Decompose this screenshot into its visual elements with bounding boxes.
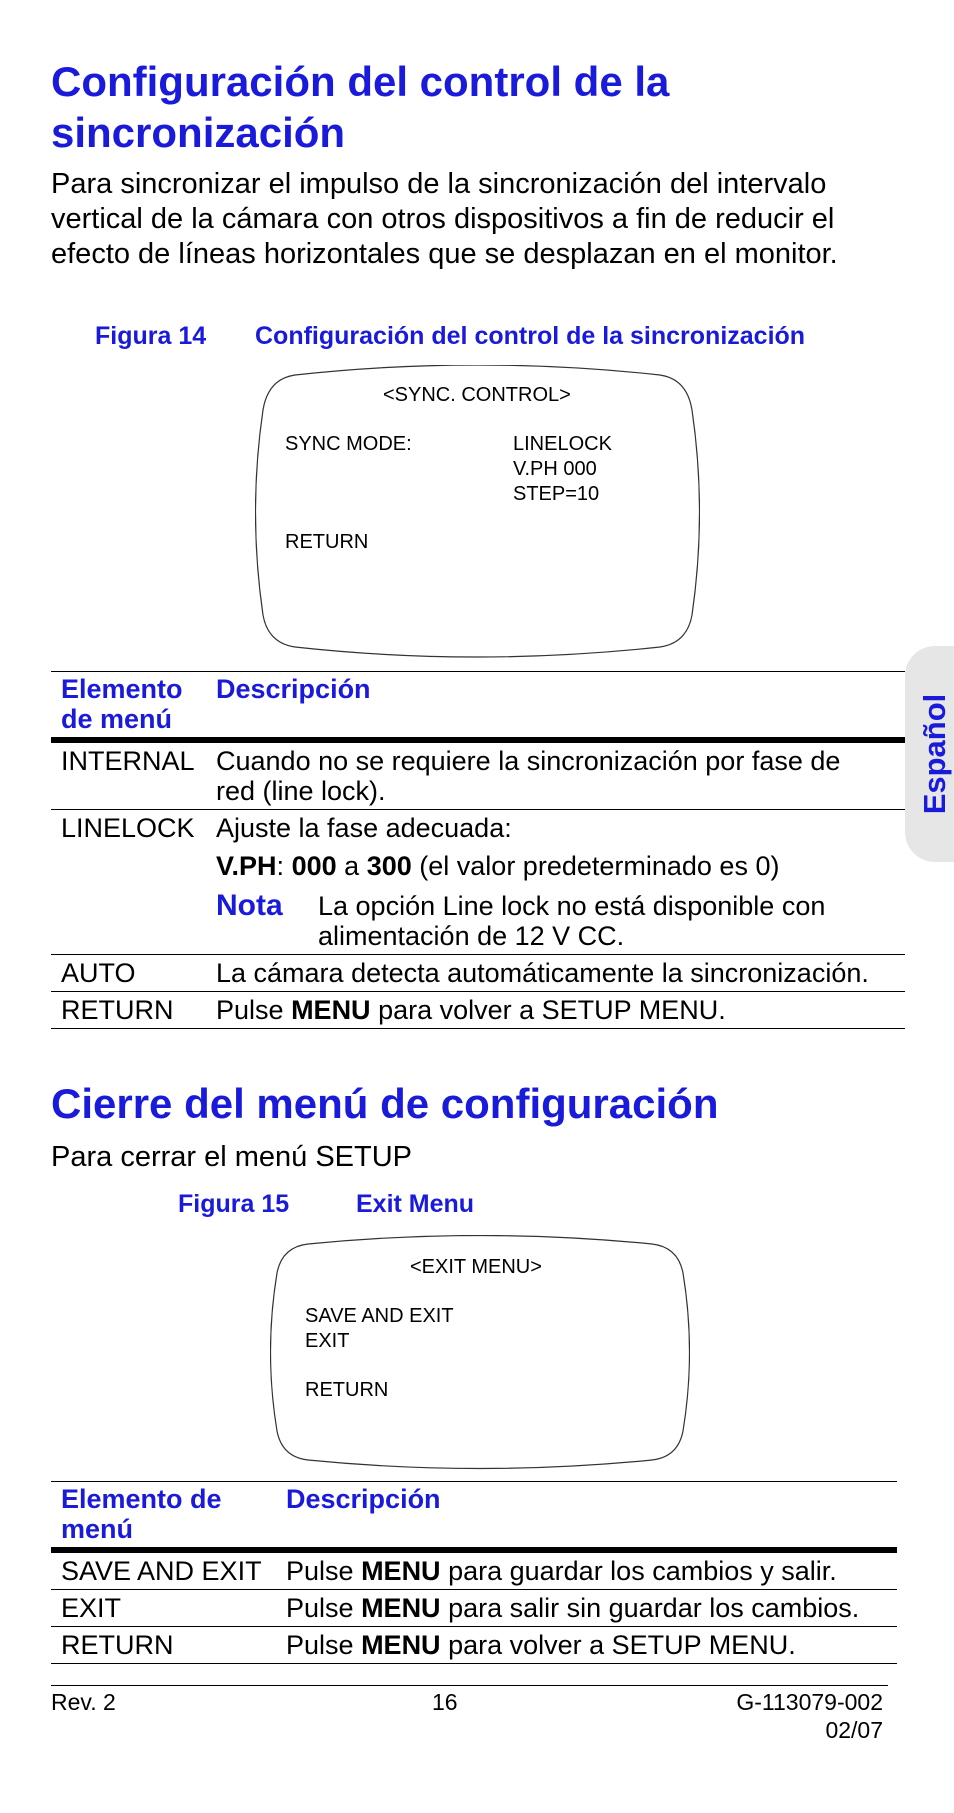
exit-table bbox=[51, 1481, 897, 1664]
sync-control-screen bbox=[255, 365, 700, 660]
monitor-outline bbox=[255, 365, 700, 660]
note-text: La opción Line lock no está disponible con alimentación de 12 V CC. bbox=[318, 891, 826, 951]
section-title-exit-menu: Cierre del menú de configuración bbox=[51, 1080, 719, 1127]
table-row bbox=[51, 1550, 897, 1590]
footer-date: 02/07 bbox=[825, 1717, 883, 1743]
table-header-row bbox=[51, 671, 905, 740]
figure-15-label: Figura 15 bbox=[178, 1190, 290, 1218]
vph-default: (el valor predeterminado es 0) bbox=[419, 851, 780, 881]
footer-page-number: 16 bbox=[432, 1689, 458, 1715]
step-value: STEP=10 bbox=[513, 483, 600, 505]
sync-mode-value: LINELOCK bbox=[513, 433, 612, 455]
section-title-sync-control: Configuración del control de la sincronización bbox=[51, 58, 670, 156]
row-desc-group bbox=[206, 810, 905, 955]
vph-max: 300 bbox=[366, 851, 412, 881]
desc-pre: Pulse bbox=[286, 1630, 354, 1660]
row-item: RETURN bbox=[61, 995, 174, 1025]
table-row bbox=[51, 992, 905, 1029]
row-item: EXIT bbox=[61, 1593, 122, 1623]
table-row bbox=[51, 810, 905, 955]
row-item: LINELOCK bbox=[61, 813, 195, 843]
table-header-row bbox=[51, 1481, 897, 1550]
desc-pre: Pulse bbox=[216, 995, 284, 1025]
vph-colon: : bbox=[276, 851, 285, 881]
desc-post: para guardar los cambios y salir. bbox=[448, 1556, 837, 1586]
desc-menu: MENU bbox=[361, 1630, 441, 1660]
screen-header: <SYNC. CONTROL> bbox=[383, 384, 571, 406]
row-item: SAVE AND EXIT bbox=[61, 1556, 262, 1586]
table-row bbox=[51, 740, 905, 810]
desc-menu: MENU bbox=[361, 1593, 441, 1623]
language-tab-label: Español bbox=[917, 693, 952, 815]
return-option: RETURN bbox=[305, 1379, 389, 1401]
save-and-exit-option: SAVE AND EXIT bbox=[305, 1305, 454, 1327]
vph-value: V.PH 000 bbox=[513, 458, 597, 480]
table-row bbox=[51, 955, 905, 992]
vph-a: a bbox=[344, 851, 360, 881]
desc-menu: MENU bbox=[291, 995, 371, 1025]
vph-label: V.PH bbox=[216, 851, 277, 881]
row-desc bbox=[276, 1590, 897, 1627]
screen-return: RETURN bbox=[285, 531, 369, 553]
table-row bbox=[51, 1627, 897, 1664]
desc-menu: MENU bbox=[361, 1556, 441, 1586]
figure-14-label: Figura 14 bbox=[95, 322, 207, 350]
desc-post: para salir sin guardar los cambios. bbox=[448, 1593, 860, 1623]
row-desc: La cámara detecta automáticamente la sincronización. bbox=[216, 958, 869, 988]
desc-post: para volver a SETUP MENU. bbox=[378, 995, 726, 1025]
note-block bbox=[216, 891, 895, 951]
desc-pre: Pulse bbox=[286, 1556, 354, 1586]
col-header-item: Elemento de menú bbox=[61, 674, 183, 734]
row-item: AUTO bbox=[61, 958, 136, 988]
screen-header: <EXIT MENU> bbox=[410, 1256, 542, 1278]
figure-14-title: Configuración del control de la sincronización bbox=[255, 322, 806, 350]
sync-mode-label: SYNC MODE: bbox=[285, 433, 412, 455]
row-item: RETURN bbox=[61, 1630, 174, 1660]
vph-min: 000 bbox=[291, 851, 337, 881]
row-desc: Ajuste la fase adecuada: bbox=[216, 813, 512, 843]
footer-rule bbox=[51, 1685, 888, 1686]
figure-15-title: Exit Menu bbox=[356, 1190, 475, 1218]
section-intro-sync: Para sincronizar el impulso de la sincronización del intervalo vertical de la cámara con otros dispositivos a fin de reducir el efecto de líneas horizontales que se desplazan en el monitor. bbox=[51, 168, 838, 270]
row-desc bbox=[276, 1550, 897, 1590]
row-desc bbox=[276, 1627, 897, 1664]
footer-doc-id: G-113079-002 bbox=[736, 1689, 883, 1715]
section-intro-exit: Para cerrar el menú SETUP bbox=[51, 1141, 413, 1173]
footer-revision: Rev. 2 bbox=[51, 1689, 116, 1715]
sync-table bbox=[51, 671, 905, 1029]
exit-option: EXIT bbox=[305, 1330, 350, 1352]
desc-pre: Pulse bbox=[286, 1593, 354, 1623]
language-tab bbox=[905, 646, 954, 862]
col-header-desc: Descripción bbox=[286, 1484, 441, 1514]
row-desc: Cuando no se requiere la sincronización por fase de red (line lock). bbox=[216, 746, 841, 806]
desc-post: para volver a SETUP MENU. bbox=[448, 1630, 796, 1660]
col-header-item: Elemento de menú bbox=[61, 1484, 222, 1544]
exit-menu-screen bbox=[270, 1235, 690, 1470]
vph-range-line bbox=[216, 851, 895, 881]
row-desc bbox=[206, 992, 905, 1029]
col-header-desc: Descripción bbox=[216, 674, 371, 704]
note-label: Nota bbox=[216, 889, 283, 922]
table-row bbox=[51, 1590, 897, 1627]
row-item: INTERNAL bbox=[61, 746, 195, 776]
